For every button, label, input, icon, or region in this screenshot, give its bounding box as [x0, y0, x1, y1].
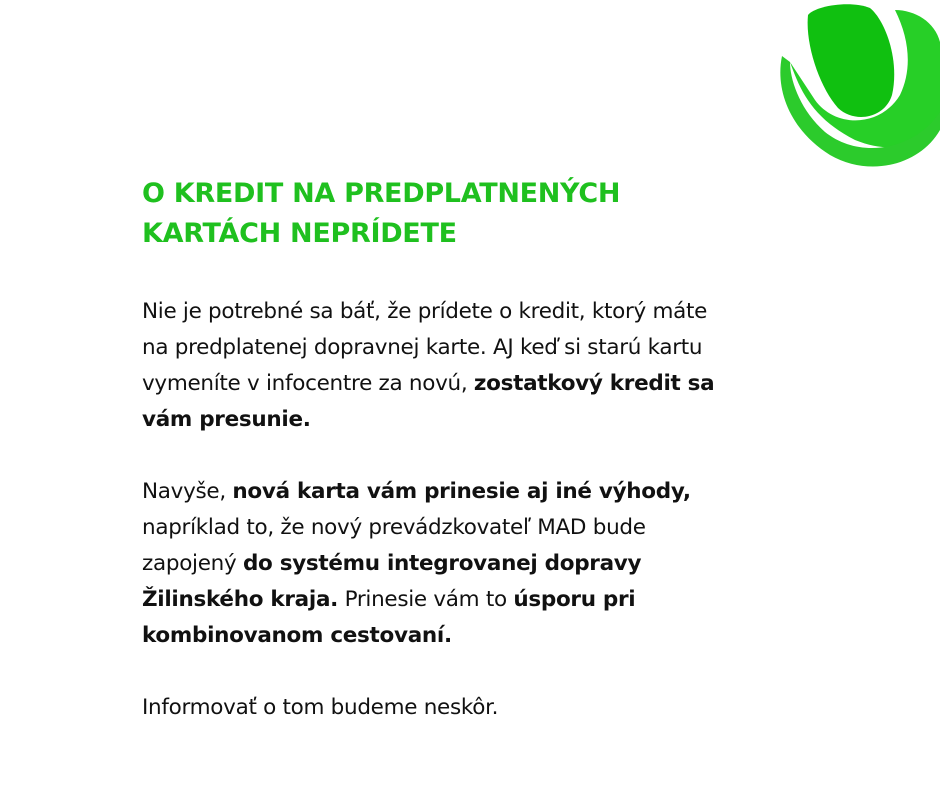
- text-line: Informovať o tom budeme neskôr.: [142, 695, 499, 720]
- text-line: [142, 582, 802, 618]
- text-plain: Prinesie vám to: [338, 587, 514, 612]
- u-shaped-logo-icon: [775, 0, 940, 172]
- text-line: Nie je potrebné sa báť, že prídete o kredit, ktorý máte: [142, 299, 708, 324]
- title-line-1: O KREDIT NA PREDPLATNENÝCH: [142, 178, 621, 209]
- paragraph-info-later: [142, 690, 802, 726]
- text-plain: zapojený: [142, 551, 243, 576]
- text-bold: Žilinského kraja.: [142, 587, 339, 612]
- text-bold: do systému integrovanej dopravy: [242, 551, 642, 576]
- text-line: [142, 474, 802, 510]
- text-bold: zostatkový kredit sa: [473, 371, 715, 396]
- text-plain: vymeníte v infocentre za novú,: [142, 371, 474, 396]
- title-line-2: KARTÁCH NEPRÍDETE: [142, 218, 457, 249]
- article: [142, 174, 802, 726]
- text-line: [142, 546, 802, 582]
- paragraph-credit-transfer: [142, 294, 802, 438]
- page-title: [142, 174, 802, 254]
- text-plain: Navyše,: [142, 479, 233, 504]
- text-bold: vám presunie.: [142, 407, 311, 432]
- logo-inner-tab: [808, 4, 895, 117]
- text-bold: úsporu pri: [513, 587, 636, 612]
- text-bold: nová karta vám prinesie aj iné výhody,: [232, 479, 691, 504]
- text-bold: kombinovanom cestovaní.: [142, 623, 452, 648]
- text-line: napríklad to, že nový prevádzkovateľ MAD bude: [142, 515, 646, 540]
- text-line: [142, 618, 802, 654]
- text-line: [142, 402, 802, 438]
- paragraph-benefits: [142, 474, 802, 654]
- text-line: [142, 366, 802, 402]
- text-line: na predplatenej dopravnej karte. AJ keď si starú kartu: [142, 335, 703, 360]
